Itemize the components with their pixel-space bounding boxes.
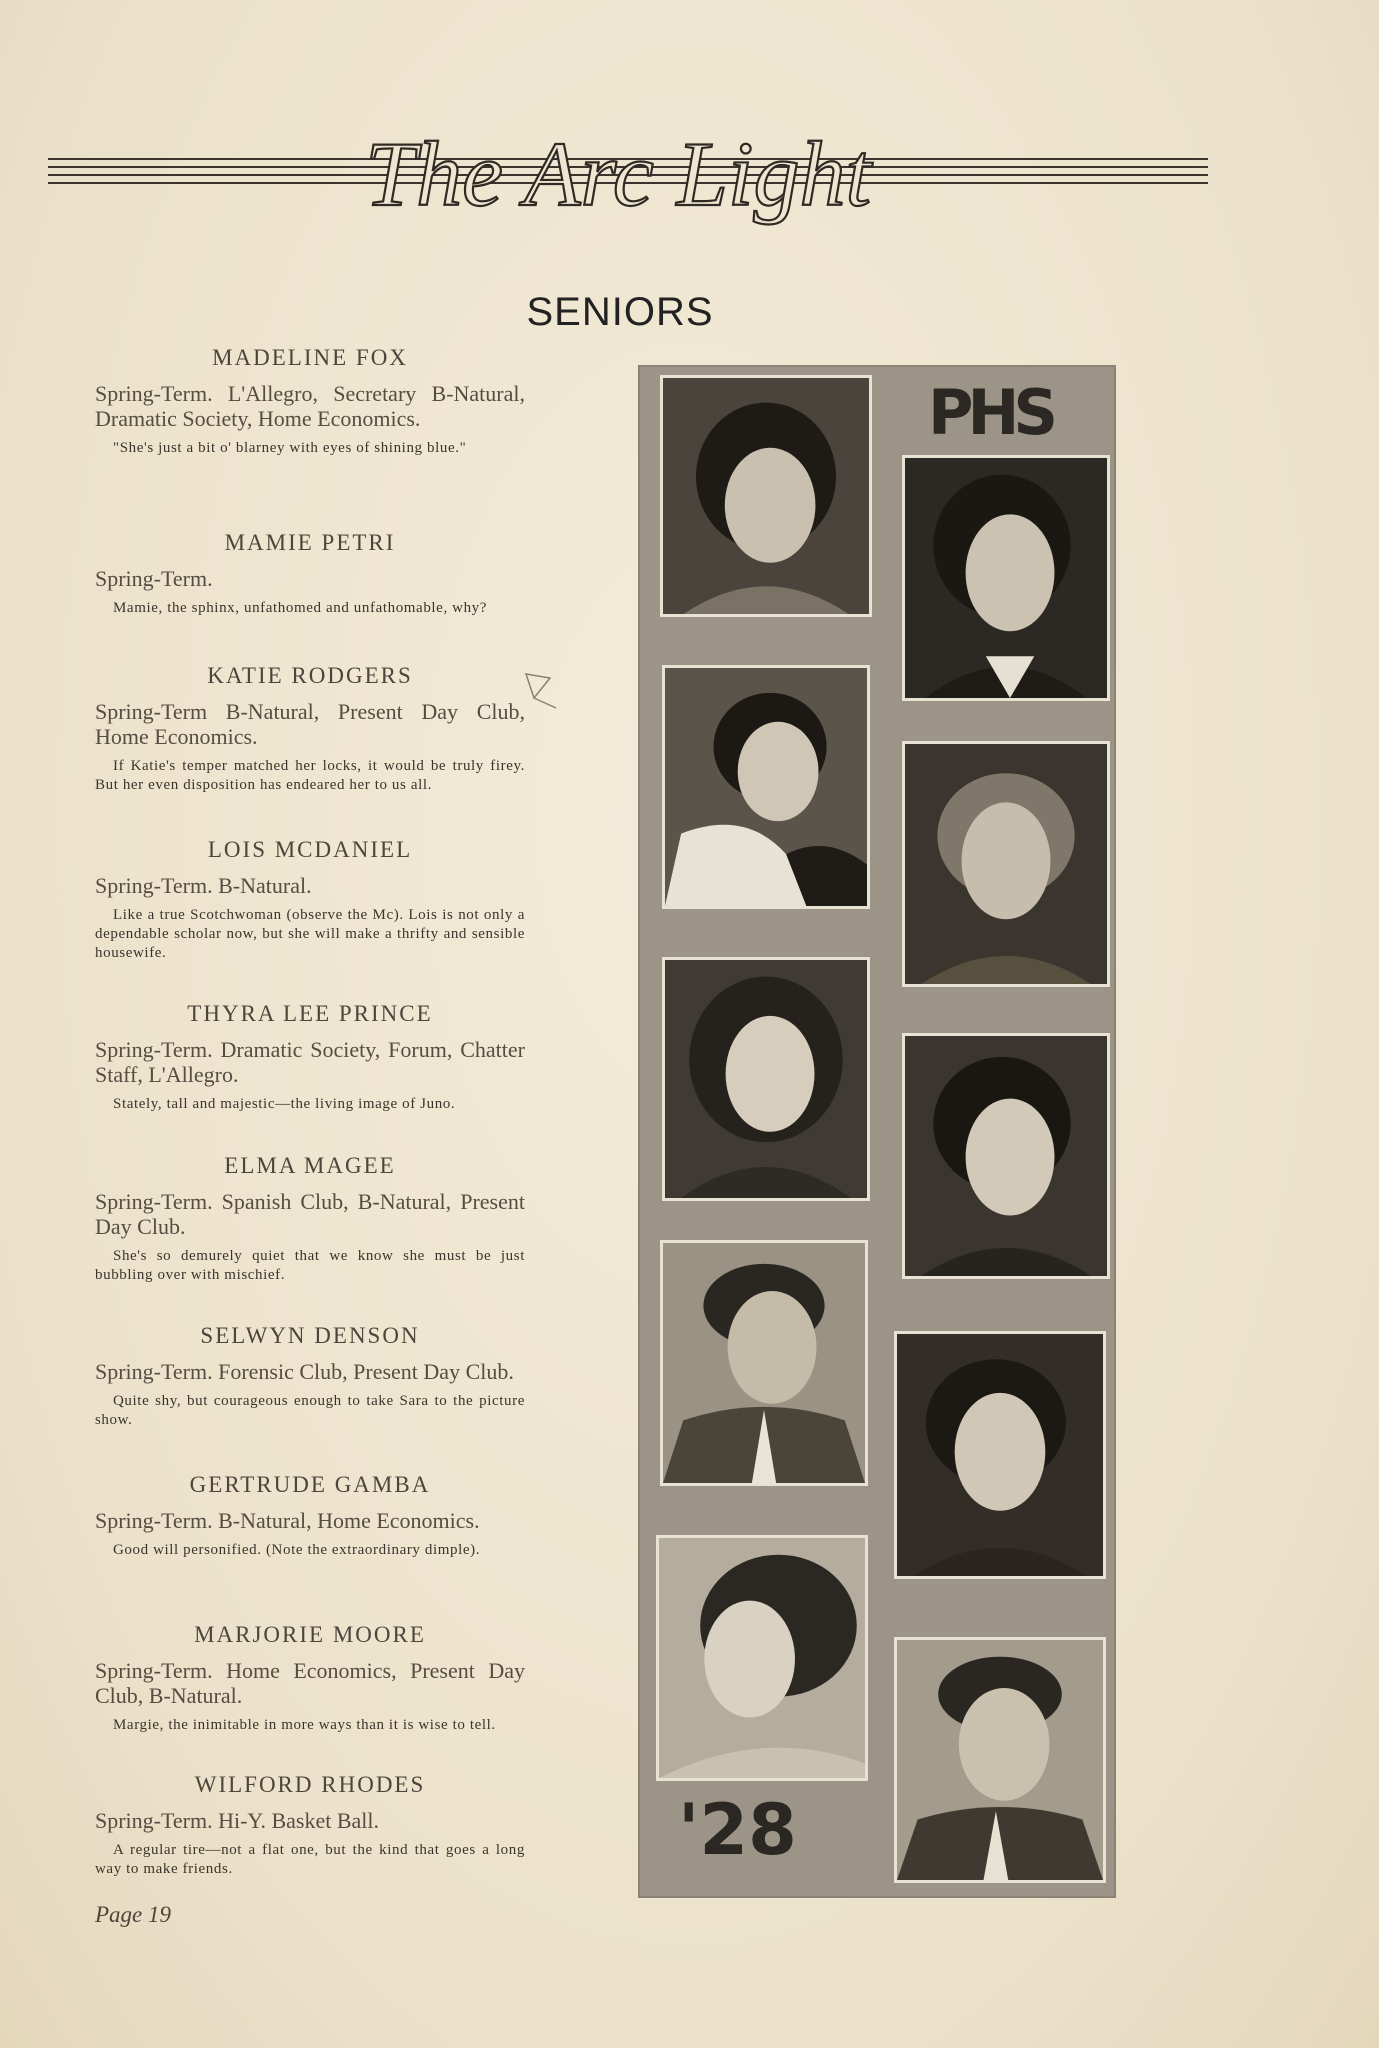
senior-entry	[95, 663, 525, 795]
portrait-photo	[660, 375, 872, 617]
senior-name: KATIE RODGERS	[207, 663, 413, 688]
senior-entry	[95, 1001, 525, 1114]
senior-name: MAMIE PETRI	[224, 530, 396, 555]
portrait-image	[897, 1334, 1103, 1576]
portrait-image	[905, 744, 1107, 984]
senior-quote: A regular tire—not a flat one, but the kind that goes a long way to make friends.	[95, 1842, 525, 1877]
masthead-title: The Arc Light	[364, 123, 872, 225]
senior-entry	[95, 345, 525, 458]
portrait-image	[663, 1243, 865, 1483]
portrait-photo	[902, 1033, 1110, 1279]
senior-quote: Margie, the inimitable in more ways than it is wise to tell.	[113, 1717, 496, 1733]
senior-name: MARJORIE MOORE	[194, 1622, 426, 1647]
portrait-panel	[638, 365, 1116, 1898]
senior-name: MADELINE FOX	[212, 345, 408, 370]
masthead	[48, 95, 1208, 265]
portrait-image	[659, 1538, 865, 1778]
senior-quote: Mamie, the sphinx, unfathomed and unfathomable, why?	[113, 600, 488, 616]
masthead-staff-lines	[48, 95, 1208, 265]
page-number: Page 19	[95, 1902, 172, 1927]
senior-activities: Spring-Term. Hi-Y. Basket Ball.	[95, 1808, 380, 1833]
section-title: SENIORS	[526, 290, 714, 334]
portrait-image	[905, 1036, 1107, 1276]
senior-quote: Good will personified. (Note the extraordinary dimple).	[113, 1542, 481, 1558]
senior-name: WILFORD RHODES	[194, 1772, 426, 1797]
senior-entry	[95, 1323, 525, 1430]
senior-quote: Stately, tall and majestic—the living image of Juno.	[113, 1096, 456, 1112]
senior-entry	[95, 1772, 525, 1879]
portrait-photo	[656, 1535, 868, 1781]
portrait-photo	[902, 741, 1110, 987]
senior-activities: Spring-Term.	[95, 566, 213, 591]
senior-quote: Like a true Scotchwoman (observe the Mc). Lois is not only a dependable scholar now, but she will make a thrifty and sensible housewife.	[95, 907, 525, 961]
portrait-photo	[894, 1637, 1106, 1883]
senior-activities: Spring-Term. Dramatic Society, Forum, Chatter Staff, L'Allegro.	[95, 1037, 525, 1087]
senior-name: SELWYN DENSON	[200, 1323, 420, 1348]
senior-name: LOIS MCDANIEL	[207, 837, 413, 862]
class-year: '28	[678, 1789, 797, 1871]
senior-activities: Spring-Term. Forensic Club, Present Day Club.	[95, 1359, 514, 1384]
senior-name: GERTRUDE GAMBA	[189, 1472, 431, 1497]
senior-entry	[95, 1472, 525, 1560]
senior-entry	[95, 1153, 525, 1285]
senior-quote: Quite shy, but courageous enough to take Sara to the picture show.	[95, 1393, 525, 1428]
senior-activities: Spring-Term B-Natural, Present Day Club, Home Economics.	[95, 699, 525, 749]
senior-quote: "She's just a bit o' blarney with eyes of shining blue."	[113, 440, 467, 456]
portrait-image	[665, 668, 867, 906]
portrait-image	[663, 378, 869, 614]
senior-activities: Spring-Term. Home Economics, Present Day Club, B-Natural.	[95, 1658, 525, 1708]
senior-entry	[95, 837, 525, 963]
portrait-photo	[902, 455, 1110, 701]
senior-activities: Spring-Term. L'Allegro, Secretary B-Natural, Dramatic Society, Home Economics.	[95, 381, 525, 431]
senior-entry	[95, 530, 525, 618]
portrait-photo	[662, 665, 870, 909]
portrait-image	[665, 960, 867, 1198]
senior-name: THYRA LEE PRINCE	[187, 1001, 433, 1026]
senior-entry	[95, 1622, 525, 1735]
portrait-photo	[894, 1331, 1106, 1579]
portrait-image	[905, 458, 1107, 698]
portrait-photo	[662, 957, 870, 1201]
pencil-mark	[520, 668, 562, 712]
school-monogram: PHS	[928, 376, 1052, 449]
senior-activities: Spring-Term. Spanish Club, B-Natural, Present Day Club.	[95, 1189, 525, 1239]
senior-name: ELMA MAGEE	[224, 1153, 396, 1178]
portrait-image	[897, 1640, 1103, 1880]
senior-quote: She's so demurely quiet that we know she must be just bubbling over with mischief.	[95, 1248, 525, 1283]
portrait-photo	[660, 1240, 868, 1486]
senior-activities: Spring-Term. B-Natural, Home Economics.	[95, 1508, 480, 1533]
senior-activities: Spring-Term. B-Natural.	[95, 873, 312, 898]
senior-quote: If Katie's temper matched her locks, it would be truly firey. But her even disposition has endeared her to us all.	[95, 758, 525, 793]
